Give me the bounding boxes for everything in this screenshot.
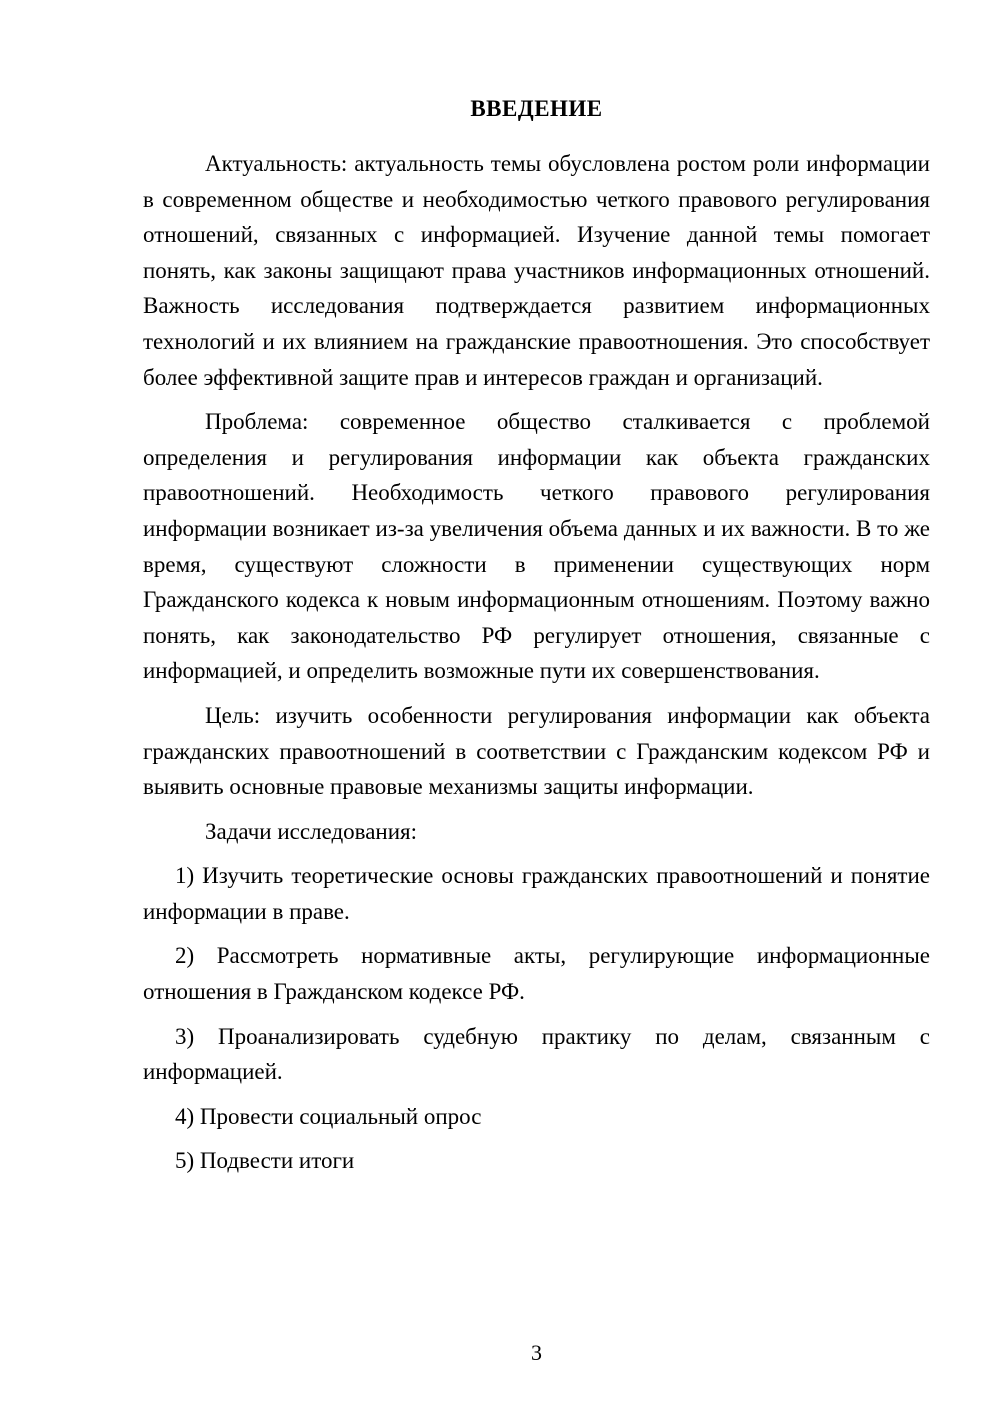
paragraph-problem: Проблема: современное общество сталкивается с проблемой определения и регулирования информации как объекта гражданских правоотношений. Необходимость четкого правового регулирования информации возникает из-за увеличения объема данных и их важности. В то же время, существуют сложности в применении существующих норм Гражданского кодекса к новым информационным отношениям. Поэтому важно понять, как законодательство РФ регулирует отношения, связанные с информацией, и определить возможные пути их совершенствования.	[143, 409, 930, 684]
task-item-2: 2) Рассмотреть нормативные акты, регулирующие информационные отношения в Гражданском кодексе РФ.	[143, 943, 930, 1005]
task-item-5: 5) Подвести итоги	[175, 1148, 355, 1174]
task-item-4: 4) Провести социальный опрос	[175, 1103, 482, 1129]
task-item-1: 1) Изучить теоретические основы гражданских правоотношений и понятие информации в праве.	[143, 863, 930, 924]
paragraph-relevance: Актуальность: актуальность темы обусловлена ростом роли информации в современном обществе и необходимостью четкого правового регулирования отношений, связанных с информацией. Изучение данной темы помогает понять, как законы защищают права участников информационных отношений. Важность исследования подтверждается развитием информационных технологий и их влиянием на гражданские правоотношения. Это способствует более эффективной защите прав и интересов граждан и организаций.	[143, 151, 930, 390]
task-item-3: 3) Проанализировать судебную практику по делам, связанным с информацией.	[143, 1023, 930, 1085]
section-title: ВВЕДЕНИЕ	[470, 96, 603, 121]
tasks-heading: Задачи исследования:	[205, 818, 418, 844]
paragraph-goal: Цель: изучить особенности регулирования информации как объекта гражданских правоотношений в соответствии с Гражданским кодексом РФ и выявить основные правовые механизмы защиты информации.	[143, 702, 930, 800]
page-number: 3	[531, 1340, 542, 1365]
page-content	[143, 96, 930, 1188]
